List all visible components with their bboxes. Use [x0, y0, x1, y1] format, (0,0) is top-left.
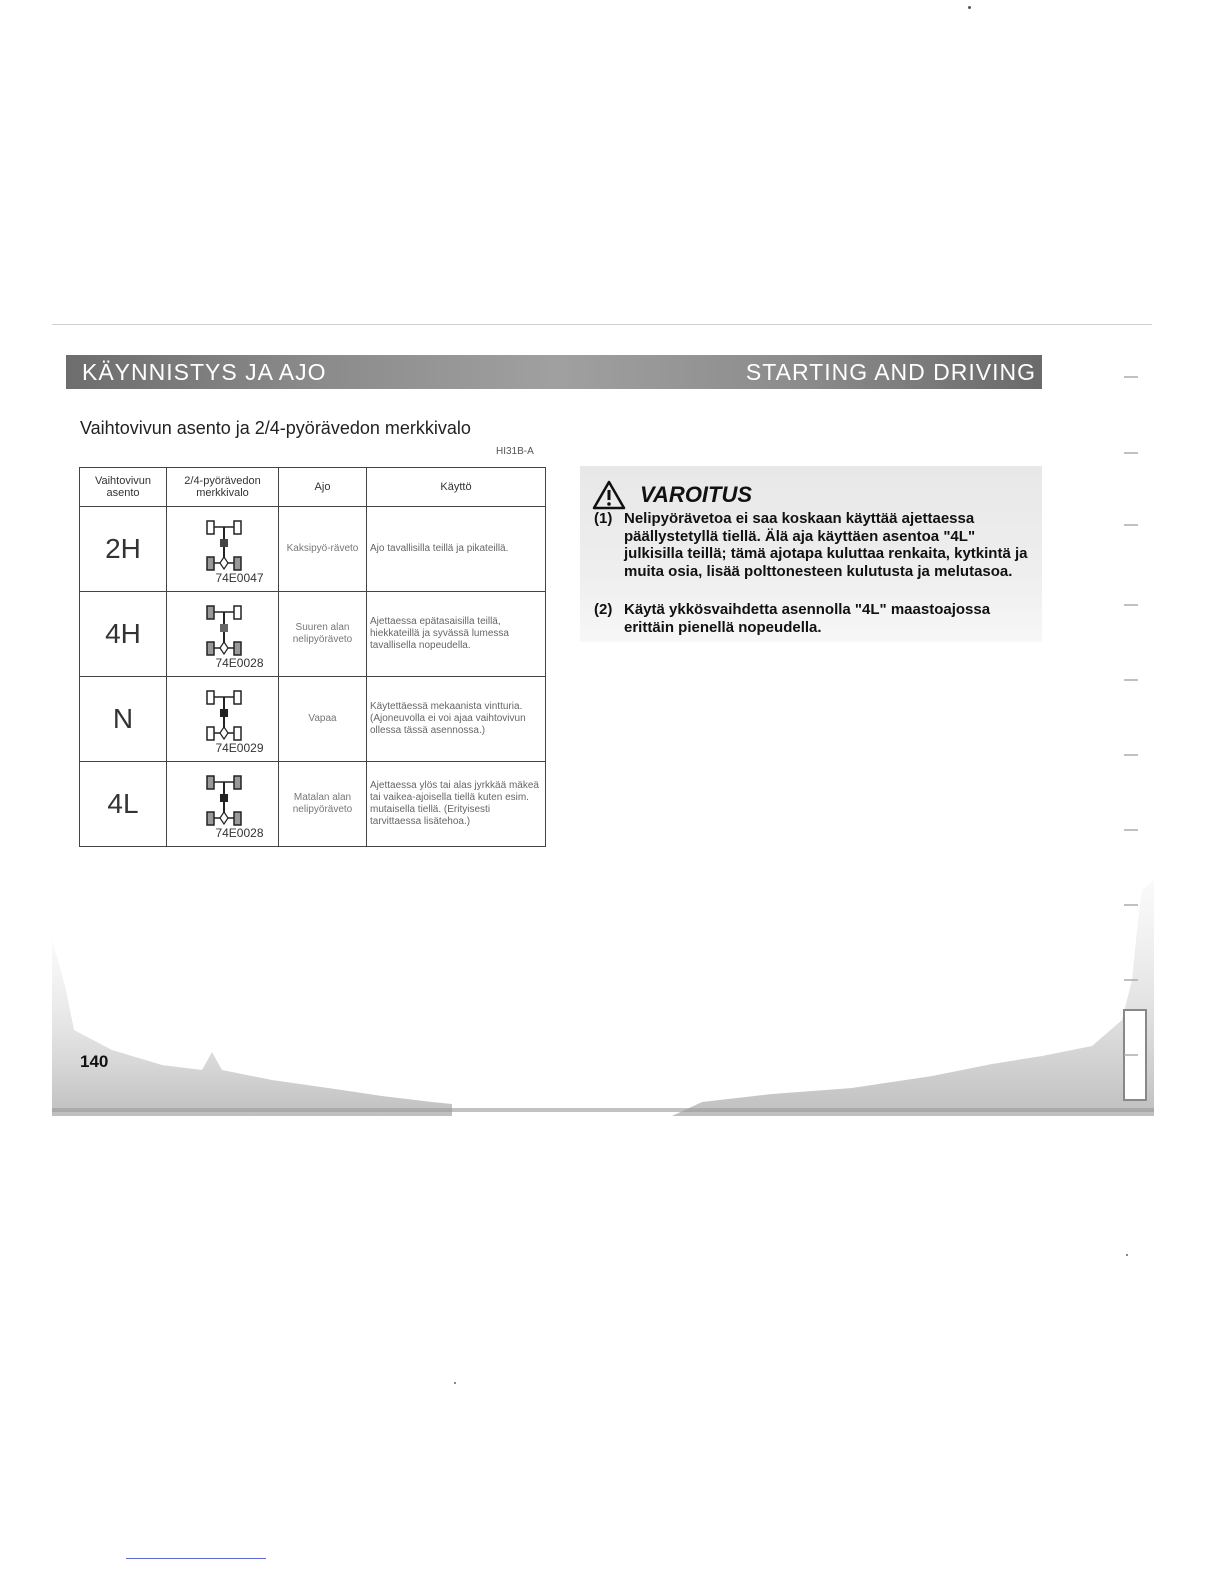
warning-item-text: Käytä ykkösvaihdetta asennolla "4L" maastoajossa erittäin pienellä nopeudella. [624, 601, 991, 636]
shift-position: 4H [80, 592, 167, 677]
header-drive: Ajo [279, 468, 367, 507]
bottom-rule [126, 1558, 266, 1559]
figure-code: 74E0029 [215, 741, 264, 755]
drive-type: Suuren alan nelipyöräveto [279, 592, 367, 677]
table-header-row [80, 468, 546, 507]
scan-speck [1126, 1254, 1128, 1256]
indicator-cell [167, 507, 279, 592]
scan-speck [454, 1382, 456, 1384]
drive-type: Vapaa [279, 677, 367, 762]
warning-title: VAROITUS [640, 482, 753, 507]
usage-text: Ajo tavallisilla teillä ja pikateillä. [367, 507, 546, 592]
usage-text: Ajettaessa epätasaisilla teillä, hiekkateillä ja syvässä lumessa tavallisella nopeudella. [367, 592, 546, 677]
figure-code: 74E0047 [215, 571, 264, 585]
usage-text: Ajettaessa ylös tai alas jyrkkää mäkeä tai vaikea-ajoisella tiellä kuten esim. mutaisella tiellä. (Erityisesti tarvittaessa lisätehoa.) [367, 762, 546, 847]
page-edge-tick-marks [1118, 360, 1138, 1060]
warning-item-text: Nelipyörävetoa ei saa koskaan käyttää ajettaessa päällystetyllä tiellä. Älä aja käyttäen asentoa "4L" julkisilla teillä; tämä ajotapa kuluttaa renkaita, kytkintä ja muita osia, lisää polttonesteen kulutusta ja melutasoa. [624, 510, 1028, 580]
usage-text: Käytettäessä mekaanista vintturia. (Ajoneuvolla ei voi ajaa vaihtovivun ollessa tässä asennossa.) [367, 677, 546, 762]
top-rule [52, 324, 1152, 325]
shift-position-table [79, 467, 546, 847]
scan-speck [968, 6, 971, 9]
indicator-cell [167, 677, 279, 762]
reference-code: HI31B-A [496, 446, 534, 457]
warning-triangle-icon [592, 480, 626, 510]
warning-item-number: (2) [594, 601, 613, 618]
table-row [80, 507, 546, 592]
scan-smudge-band [52, 880, 1154, 1116]
table-row [80, 677, 546, 762]
header-left-title: KÄYNNISTYS JA AJO [82, 359, 327, 385]
drive-type: Matalan alan nelipyöräveto [279, 762, 367, 847]
indicator-cell [167, 592, 279, 677]
table-row [80, 762, 546, 847]
header-right-title: STARTING AND DRIVING [745, 359, 1036, 385]
table-row [80, 592, 546, 677]
warning-item-number: (1) [594, 510, 613, 527]
header-indicator: 2/4-pyörävedon merkkivalo [167, 468, 279, 507]
section-title: Vaihtovivun asento ja 2/4-pyörävedon merkkivalo [80, 418, 471, 438]
shift-position: N [80, 677, 167, 762]
figure-code: 74E0028 [215, 826, 264, 840]
page-number: 140 [80, 1052, 109, 1071]
header-usage: Käyttö [367, 468, 546, 507]
shift-position: 4L [80, 762, 167, 847]
indicator-cell [167, 762, 279, 847]
header-shift-position: Vaihtovivun asento [80, 468, 167, 507]
header-banner [66, 355, 1042, 389]
shift-position: 2H [80, 507, 167, 592]
figure-code: 74E0028 [215, 656, 264, 670]
drive-type: Kaksipyö-räveto [279, 507, 367, 592]
